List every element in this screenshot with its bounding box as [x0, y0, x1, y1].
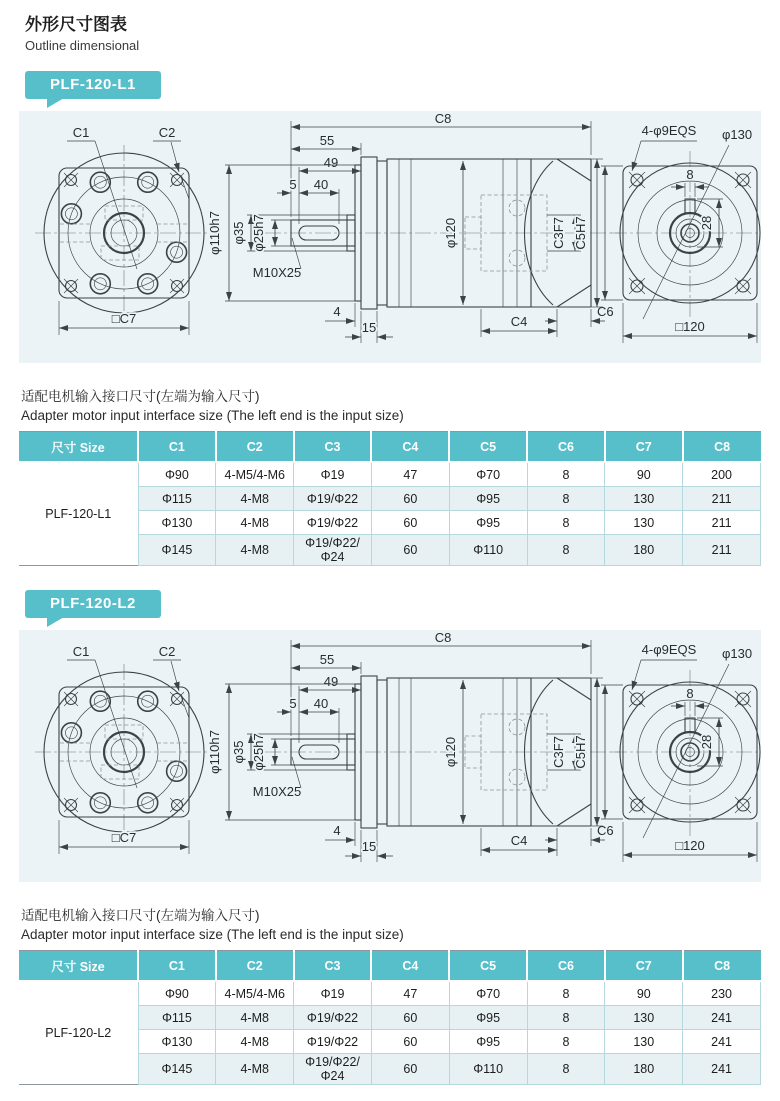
column-header-size: 尺寸 Size: [19, 951, 138, 982]
corner-hole: [170, 279, 184, 293]
table-row: [19, 981, 761, 1006]
table-cell: 130: [605, 1030, 683, 1054]
dim-label-c3: C3F7: [551, 217, 566, 249]
column-header: C7: [605, 951, 683, 982]
dim-label-holes: 4-φ9EQS: [641, 123, 697, 138]
column-header: C2: [216, 432, 294, 463]
table-cell: Φ115: [138, 1006, 216, 1030]
technical-drawing: [19, 111, 761, 363]
corner-hole: [629, 278, 645, 294]
note-en: Adapter motor input interface size (The left end is the input size): [21, 927, 404, 942]
drawing-panel: [19, 111, 761, 363]
corner-hole: [735, 797, 751, 813]
dim-label-28: 28: [699, 734, 714, 750]
drawing-panel: [19, 630, 761, 882]
dim-label-c5: C5H7: [573, 216, 588, 250]
dim-label-dia25: φ25h7: [251, 214, 266, 252]
column-header: C4: [371, 432, 449, 463]
table-cell: Φ110: [449, 535, 527, 566]
dim-label-4: 4: [333, 823, 341, 838]
table-cell: Φ90: [138, 981, 216, 1006]
table-cell: 8: [527, 462, 605, 487]
page-title-en: Outline dimensional: [25, 38, 140, 53]
dim-label-c7: □C7: [111, 830, 137, 845]
column-header: C3: [294, 432, 372, 463]
table-cell: 180: [605, 1054, 683, 1085]
column-header: C5: [449, 432, 527, 463]
table-cell: 60: [371, 535, 449, 566]
dim-label-dia120: φ120: [443, 217, 458, 249]
table-cell: Φ130: [138, 1030, 216, 1054]
dim-label-key-width: 8: [686, 686, 694, 701]
dim-label-c8: C8: [434, 630, 452, 645]
dim-label-sq120: □120: [675, 838, 705, 853]
table-cell: Φ19: [294, 462, 372, 487]
table-cell: 4-M8: [216, 1030, 294, 1054]
dim-label-c2: C2: [158, 125, 176, 140]
table-cell: 8: [527, 1054, 605, 1085]
dim-label-4: 4: [333, 304, 341, 319]
column-header-size: 尺寸 Size: [19, 432, 138, 463]
dim-label-c3: C3F7: [551, 736, 566, 768]
corner-hole: [735, 172, 751, 188]
table-cell: 4-M5/4-M6: [216, 462, 294, 487]
table-cell: Φ19/Φ22/Φ24: [294, 535, 372, 566]
model-cell: PLF-120-L2: [19, 981, 138, 1085]
column-header: C6: [527, 951, 605, 982]
table-cell: Φ90: [138, 462, 216, 487]
table-cell: 60: [371, 511, 449, 535]
table-cell: Φ70: [449, 462, 527, 487]
table-cell: Φ145: [138, 535, 216, 566]
table-cell: Φ95: [449, 511, 527, 535]
table-cell: Φ19: [294, 981, 372, 1006]
dim-label-dia120: φ120: [443, 736, 458, 768]
table-cell: 130: [605, 487, 683, 511]
dim-label-dia35: φ35: [231, 221, 246, 245]
table-cell: Φ95: [449, 487, 527, 511]
column-header: C1: [138, 432, 216, 463]
corner-hole: [735, 691, 751, 707]
table-cell: Φ19/Φ22: [294, 1030, 372, 1054]
column-header: C8: [683, 951, 761, 982]
table-cell: 4-M8: [216, 1054, 294, 1085]
corner-hole: [64, 173, 78, 187]
dim-label-c2: C2: [158, 644, 176, 659]
table-cell: Φ19/Φ22: [294, 487, 372, 511]
input-view: [601, 123, 761, 343]
table-cell: 4-M8: [216, 1006, 294, 1030]
table-cell: Φ95: [449, 1006, 527, 1030]
dim-label-40: 40: [313, 696, 329, 711]
table-cell: 60: [371, 1054, 449, 1085]
model-badge: PLF-120-L2: [25, 590, 161, 618]
column-header: C5: [449, 951, 527, 982]
dim-label-dia35: φ35: [231, 740, 246, 764]
dim-label-c7: □C7: [111, 311, 137, 326]
table-cell: Φ19/Φ22: [294, 1006, 372, 1030]
table-cell: 8: [527, 1030, 605, 1054]
input-view: [601, 642, 761, 862]
table-cell: Φ145: [138, 1054, 216, 1085]
dim-label-key-width: 8: [686, 167, 694, 182]
table-cell: 8: [527, 1006, 605, 1030]
corner-hole: [64, 692, 78, 706]
dim-label-c5: C5H7: [573, 735, 588, 769]
corner-hole: [629, 797, 645, 813]
column-header: C1: [138, 951, 216, 982]
note-cn: 适配电机输入接口尺寸(左端为输入尺寸): [21, 389, 260, 404]
dim-label-dia110: φ110h7: [207, 730, 222, 774]
table-cell: 4-M5/4-M6: [216, 981, 294, 1006]
front-view: [35, 644, 213, 854]
corner-hole: [629, 172, 645, 188]
column-header: C8: [683, 432, 761, 463]
column-header: C4: [371, 951, 449, 982]
table-cell: 241: [683, 1030, 761, 1054]
dim-label-c4: C4: [510, 314, 528, 329]
table-header-row: [19, 951, 761, 982]
table-cell: Φ130: [138, 511, 216, 535]
column-header: C2: [216, 951, 294, 982]
table-cell: 8: [527, 511, 605, 535]
table-cell: 47: [371, 981, 449, 1006]
dim-label-5: 5: [289, 177, 297, 192]
dim-label-thread: M10X25: [252, 265, 302, 280]
column-header: C7: [605, 432, 683, 463]
table-cell: 8: [527, 981, 605, 1006]
dim-label-dia130: φ130: [721, 127, 753, 142]
table-header-row: [19, 432, 761, 463]
dim-label-15: 15: [361, 839, 377, 854]
corner-hole: [170, 798, 184, 812]
table-cell: Φ115: [138, 487, 216, 511]
dimension-table: [19, 431, 761, 566]
table-cell: 8: [527, 487, 605, 511]
dim-label-c4: C4: [510, 833, 528, 848]
dim-label-40: 40: [313, 177, 329, 192]
corner-hole: [629, 691, 645, 707]
table-cell: 200: [683, 462, 761, 487]
model-cell: PLF-120-L1: [19, 462, 138, 566]
table-cell: 211: [683, 511, 761, 535]
table-cell: 60: [371, 1006, 449, 1030]
side-view: [207, 111, 619, 343]
dim-label-55: 55: [319, 133, 335, 148]
table-cell: 60: [371, 487, 449, 511]
table-cell: 4-M8: [216, 535, 294, 566]
dim-label-holes: 4-φ9EQS: [641, 642, 697, 657]
table-cell: 180: [605, 535, 683, 566]
table-cell: 4-M8: [216, 487, 294, 511]
dim-label-49: 49: [323, 155, 339, 170]
table-cell: 211: [683, 535, 761, 566]
dim-label-dia25: φ25h7: [251, 733, 266, 771]
dim-label-49: 49: [323, 674, 339, 689]
column-header: C3: [294, 951, 372, 982]
dim-label-c6: C6: [597, 823, 614, 838]
dim-label-c1: C1: [72, 125, 90, 140]
table-cell: Φ19/Φ22: [294, 511, 372, 535]
dim-label-dia110: φ110h7: [207, 211, 222, 255]
table-cell: 90: [605, 462, 683, 487]
dim-label-55: 55: [319, 652, 335, 667]
table-cell: 241: [683, 1006, 761, 1030]
dim-label-5: 5: [289, 696, 297, 711]
table-cell: 90: [605, 981, 683, 1006]
column-header: C6: [527, 432, 605, 463]
corner-hole: [735, 278, 751, 294]
front-view: [35, 125, 213, 335]
page-title-cn: 外形尺寸图表: [25, 15, 127, 34]
table-cell: 60: [371, 1030, 449, 1054]
note-cn: 适配电机输入接口尺寸(左端为输入尺寸): [21, 908, 260, 923]
corner-hole: [64, 279, 78, 293]
table-cell: 211: [683, 487, 761, 511]
table-cell: Φ110: [449, 1054, 527, 1085]
table-cell: 130: [605, 1006, 683, 1030]
dim-label-c6: C6: [597, 304, 614, 319]
dim-label-thread: M10X25: [252, 784, 302, 799]
dimension-table: [19, 950, 761, 1085]
dim-label-c1: C1: [72, 644, 90, 659]
dim-label-28: 28: [699, 215, 714, 231]
table-cell: 4-M8: [216, 511, 294, 535]
technical-drawing: [19, 630, 761, 882]
note-en: Adapter motor input interface size (The left end is the input size): [21, 408, 404, 423]
side-view: [207, 630, 619, 862]
dim-label-sq120: □120: [675, 319, 705, 334]
table-cell: 241: [683, 1054, 761, 1085]
table-cell: 130: [605, 511, 683, 535]
model-badge: PLF-120-L1: [25, 71, 161, 99]
table-cell: 230: [683, 981, 761, 1006]
table-cell: 8: [527, 535, 605, 566]
table-row: [19, 462, 761, 487]
dim-label-dia130: φ130: [721, 646, 753, 661]
dim-label-c8: C8: [434, 111, 452, 126]
table-cell: Φ19/Φ22/Φ24: [294, 1054, 372, 1085]
table-cell: 47: [371, 462, 449, 487]
dim-label-15: 15: [361, 320, 377, 335]
corner-hole: [64, 798, 78, 812]
table-cell: Φ95: [449, 1030, 527, 1054]
table-cell: Φ70: [449, 981, 527, 1006]
